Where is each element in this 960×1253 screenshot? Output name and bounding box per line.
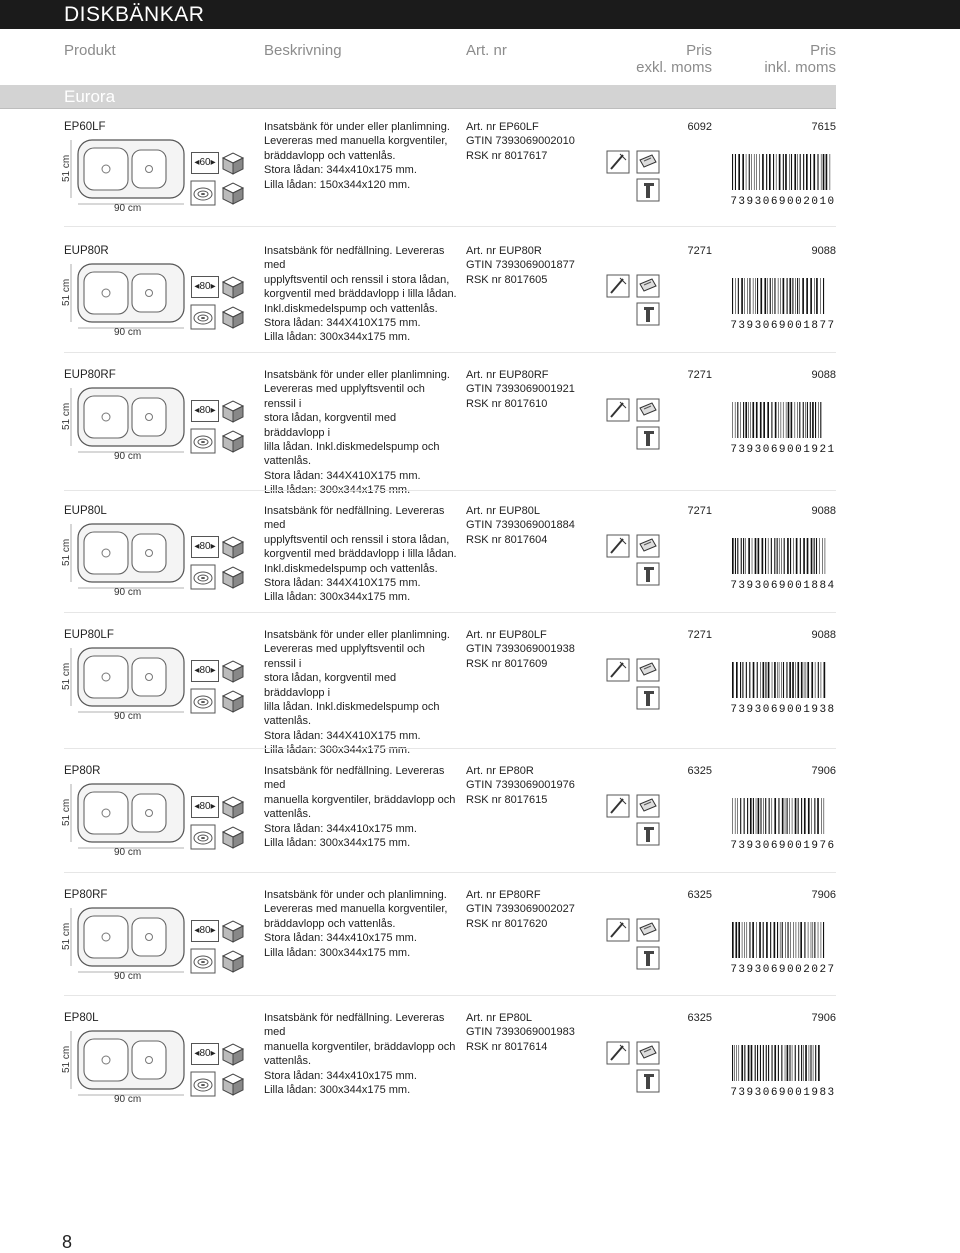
width-value: 80 bbox=[199, 281, 211, 292]
cube-icon bbox=[220, 180, 246, 206]
description-line: Insatsbänk för under och planlimning. bbox=[264, 889, 447, 901]
sink-drawing bbox=[61, 780, 188, 858]
product-description bbox=[264, 244, 459, 345]
description-line: Lilla lådan: 300x344x175 mm. bbox=[264, 946, 411, 959]
pump-icon bbox=[636, 302, 660, 326]
gtin: GTIN 7393069001938 bbox=[466, 643, 575, 656]
product-description bbox=[264, 120, 459, 192]
description-line: Lilla lådan: 300x344x175 mm. bbox=[264, 331, 411, 344]
sink-height-label: 51 cm bbox=[61, 278, 72, 306]
section-title: Eurora bbox=[64, 87, 116, 106]
gtin: GTIN 7393069002010 bbox=[466, 135, 575, 148]
cube-icon bbox=[220, 304, 246, 330]
price-incl-vat: 7906 bbox=[811, 765, 836, 777]
barcode bbox=[730, 922, 836, 974]
page-number: 8 bbox=[62, 1232, 73, 1252]
width-indicator: ◂80▸ bbox=[191, 660, 219, 682]
brush-icon bbox=[606, 918, 630, 942]
tray-icon bbox=[636, 534, 660, 558]
product-row bbox=[0, 1011, 960, 1131]
description-line: Levereras med manuella korgventiler, bbox=[264, 135, 448, 148]
cube-icon bbox=[220, 688, 246, 714]
column-header-price-excl-line2: exkl. moms bbox=[636, 59, 712, 76]
cube-icon bbox=[220, 564, 246, 590]
price-incl-vat: 9088 bbox=[811, 369, 836, 381]
column-header-product: Produkt bbox=[64, 42, 116, 59]
description-line: lilla lådan. Inkl.diskmedelspump och bbox=[264, 441, 440, 454]
barcode-number: 7393069002010 bbox=[730, 196, 836, 208]
barcode-number: 7393069001976 bbox=[730, 840, 836, 852]
pump-icon bbox=[636, 686, 660, 710]
description-line: korgventil med bräddavlopp i lilla lådan. bbox=[264, 548, 457, 561]
rsk-number: RSK nr 8017615 bbox=[466, 793, 548, 806]
description-line: stora lådan, korgventil med bräddavlopp i bbox=[264, 412, 397, 439]
product-code: EP80RF bbox=[64, 889, 108, 901]
rsk-number: RSK nr 8017620 bbox=[466, 917, 548, 930]
price-excl-vat: 6092 bbox=[687, 121, 712, 133]
gtin: GTIN 7393069001877 bbox=[466, 259, 575, 272]
product-row bbox=[0, 120, 960, 240]
tray-icon bbox=[636, 274, 660, 298]
sink-width-label: 90 cm bbox=[114, 327, 142, 338]
width-value: 80 bbox=[199, 1048, 211, 1059]
description-line: Stora lådan: 344x410x175 mm. bbox=[264, 1069, 417, 1082]
barcode bbox=[730, 1045, 836, 1097]
cube-icon bbox=[220, 428, 246, 454]
strainer-icon bbox=[190, 564, 216, 590]
description-line: Lilla lådan: 300x344x175 mm. bbox=[264, 744, 411, 757]
cube-icon bbox=[220, 948, 246, 974]
price-incl-vat: 7906 bbox=[811, 1012, 836, 1024]
sink-drawing bbox=[61, 260, 188, 338]
description-line: vattenlås. bbox=[264, 808, 312, 821]
price-excl-vat: 7271 bbox=[687, 629, 712, 641]
gtin: GTIN 7393069001884 bbox=[466, 519, 575, 532]
width-indicator: ◂80▸ bbox=[191, 536, 219, 558]
description-line: Stora lådan: 344X410X175 mm. bbox=[264, 469, 421, 482]
width-indicator: ◂80▸ bbox=[191, 796, 219, 818]
width-indicator: ◂80▸ bbox=[191, 1043, 219, 1065]
article-number: Art. nr EUP80R bbox=[466, 245, 542, 257]
cube-icon bbox=[220, 658, 246, 684]
price-excl-vat: 6325 bbox=[687, 1012, 712, 1024]
width-value: 60 bbox=[199, 157, 211, 168]
cube-icon bbox=[220, 824, 246, 850]
article-number: Art. nr EP80R bbox=[466, 765, 534, 777]
barcode-number: 7393069001983 bbox=[730, 1087, 836, 1099]
brush-icon bbox=[606, 1041, 630, 1065]
brush-icon bbox=[606, 274, 630, 298]
product-row bbox=[0, 244, 960, 364]
sink-drawing bbox=[61, 384, 188, 462]
description-line: korgventil med bräddavlopp i lilla lådan. bbox=[264, 288, 457, 301]
description-line: Inkl.diskmedelspump och vattenlås. bbox=[264, 562, 438, 575]
strainer-icon bbox=[190, 948, 216, 974]
barcode-number: 7393069001938 bbox=[730, 704, 836, 716]
product-code: EUP80L bbox=[64, 505, 107, 517]
description-line: Levereras med upplyftsventil och renssil i bbox=[264, 383, 425, 410]
sink-height-label: 51 cm bbox=[61, 1045, 72, 1073]
barcode bbox=[730, 798, 836, 850]
rsk-number: RSK nr 8017610 bbox=[466, 397, 548, 410]
description-line: Lilla lådan: 300x344x175 mm. bbox=[264, 1084, 411, 1097]
description-line: vattenlås. bbox=[264, 455, 312, 468]
row-divider bbox=[64, 872, 836, 873]
description-line: Insatsbänk för under eller planlimning. bbox=[264, 369, 450, 381]
sink-drawing bbox=[61, 1027, 188, 1105]
article-info bbox=[466, 368, 575, 411]
brush-icon bbox=[606, 398, 630, 422]
article-info bbox=[466, 244, 575, 287]
sink-height-label: 51 cm bbox=[61, 662, 72, 690]
product-description bbox=[264, 1011, 459, 1097]
article-number: Art. nr EUP80L bbox=[466, 505, 540, 517]
sink-drawing bbox=[61, 904, 188, 982]
description-line: Stora lådan: 344X410X175 mm. bbox=[264, 317, 421, 330]
description-line: Lilla lådan: 300x344x175 mm. bbox=[264, 484, 411, 497]
sink-width-label: 90 cm bbox=[114, 451, 142, 462]
price-incl-vat: 9088 bbox=[811, 245, 836, 257]
product-code: EP60LF bbox=[64, 121, 106, 133]
rsk-number: RSK nr 8017617 bbox=[466, 149, 548, 162]
row-divider bbox=[64, 490, 836, 491]
column-header-description: Beskrivning bbox=[264, 42, 342, 59]
description-line: Stora lådan: 344X410X175 mm. bbox=[264, 729, 421, 742]
width-value: 80 bbox=[199, 925, 211, 936]
barcode bbox=[730, 402, 836, 454]
description-line: Insatsbänk för nedfällning. Levereras med bbox=[264, 245, 445, 272]
description-line: upplyftsventil och renssil i stora lådan, bbox=[264, 273, 450, 286]
column-header-price-incl-line2: inkl. moms bbox=[764, 59, 836, 76]
description-line: stora lådan, korgventil med bräddavlopp i bbox=[264, 672, 397, 699]
article-number: Art. nr EUP80RF bbox=[466, 369, 549, 381]
barcode bbox=[730, 278, 836, 330]
cube-icon bbox=[220, 1071, 246, 1097]
width-value: 80 bbox=[199, 665, 211, 676]
pump-icon bbox=[636, 562, 660, 586]
product-row bbox=[0, 504, 960, 624]
description-line: Stora lådan: 344x410x175 mm. bbox=[264, 822, 417, 835]
price-incl-vat: 9088 bbox=[811, 505, 836, 517]
barcode-number: 7393069002027 bbox=[730, 964, 836, 976]
sink-height-label: 51 cm bbox=[61, 798, 72, 826]
description-line: lilla lådan. Inkl.diskmedelspump och bbox=[264, 701, 440, 714]
cube-icon bbox=[220, 534, 246, 560]
article-info bbox=[466, 764, 575, 807]
cube-icon bbox=[220, 1041, 246, 1067]
sink-width-label: 90 cm bbox=[114, 587, 142, 598]
rsk-number: RSK nr 8017605 bbox=[466, 273, 548, 286]
description-line: Stora lådan: 344x410x175 mm. bbox=[264, 164, 417, 177]
description-line: Insatsbänk för nedfällning. Levereras med bbox=[264, 505, 445, 532]
pump-icon bbox=[636, 1069, 660, 1093]
sink-width-label: 90 cm bbox=[114, 971, 142, 982]
article-info bbox=[466, 888, 575, 931]
brush-icon bbox=[606, 150, 630, 174]
tray-icon bbox=[636, 398, 660, 422]
page-title: DISKBÄNKAR bbox=[64, 3, 205, 26]
sink-width-label: 90 cm bbox=[114, 847, 142, 858]
column-header-price-excl-line1: Pris bbox=[686, 42, 712, 59]
description-line: Stora lådan: 344x410x175 mm. bbox=[264, 932, 417, 945]
cube-icon bbox=[220, 150, 246, 176]
strainer-icon bbox=[190, 180, 216, 206]
description-line: vattenlås. bbox=[264, 715, 312, 728]
sink-width-label: 90 cm bbox=[114, 203, 142, 214]
article-number: Art. nr EP80L bbox=[466, 1012, 533, 1024]
strainer-icon bbox=[190, 688, 216, 714]
description-line: Lilla lådan: 300x344x175 mm. bbox=[264, 837, 411, 850]
product-code: EUP80LF bbox=[64, 629, 114, 641]
barcode bbox=[730, 662, 836, 714]
price-incl-vat: 7906 bbox=[811, 889, 836, 901]
sink-height-label: 51 cm bbox=[61, 922, 72, 950]
description-line: Lilla lådan: 300x344x175 mm. bbox=[264, 591, 411, 604]
description-line: Stora lådan: 344X410X175 mm. bbox=[264, 577, 421, 590]
rsk-number: RSK nr 8017609 bbox=[466, 657, 548, 670]
width-value: 80 bbox=[199, 541, 211, 552]
barcode bbox=[730, 538, 836, 590]
product-row bbox=[0, 368, 960, 497]
article-number: Art. nr EP60LF bbox=[466, 121, 539, 133]
width-indicator: ◂80▸ bbox=[191, 400, 219, 422]
tray-icon bbox=[636, 1041, 660, 1065]
article-info bbox=[466, 120, 575, 163]
description-line: bräddavlopp och vattenlås. bbox=[264, 917, 396, 930]
product-description bbox=[264, 764, 459, 850]
description-line: upplyftsventil och renssil i stora lådan, bbox=[264, 533, 450, 546]
article-number: Art. nr EP80RF bbox=[466, 889, 541, 901]
description-line: Inkl.diskmedelspump och vattenlås. bbox=[264, 302, 438, 315]
product-description bbox=[264, 888, 459, 960]
product-row bbox=[0, 628, 960, 757]
cube-icon bbox=[220, 398, 246, 424]
brush-icon bbox=[606, 658, 630, 682]
price-incl-vat: 7615 bbox=[811, 121, 836, 133]
description-line: Levereras med manuella korgventiler, bbox=[264, 903, 448, 916]
description-line: Lilla lådan: 150x344x120 mm. bbox=[264, 178, 411, 191]
strainer-icon bbox=[190, 304, 216, 330]
product-description bbox=[264, 628, 459, 758]
barcode bbox=[730, 154, 836, 206]
product-description bbox=[264, 504, 459, 605]
barcode-number: 7393069001877 bbox=[730, 320, 836, 332]
article-info bbox=[466, 504, 575, 547]
cube-icon bbox=[220, 918, 246, 944]
row-divider bbox=[64, 226, 836, 227]
sink-drawing bbox=[61, 520, 188, 598]
row-divider bbox=[64, 612, 836, 613]
pump-icon bbox=[636, 822, 660, 846]
pump-icon bbox=[636, 178, 660, 202]
sink-drawing bbox=[61, 136, 188, 214]
gtin: GTIN 7393069002027 bbox=[466, 903, 575, 916]
brush-icon bbox=[606, 534, 630, 558]
description-line: Insatsbänk för nedfällning. Levereras med bbox=[264, 1012, 445, 1039]
row-divider bbox=[64, 352, 836, 353]
sink-width-label: 90 cm bbox=[114, 711, 142, 722]
column-header-price-excl bbox=[636, 42, 712, 76]
tray-icon bbox=[636, 150, 660, 174]
gtin: GTIN 7393069001921 bbox=[466, 383, 575, 396]
description-line: manuella korgventiler, bräddavlopp och bbox=[264, 1040, 456, 1053]
article-info bbox=[466, 1011, 575, 1054]
row-divider bbox=[64, 748, 836, 749]
product-code: EUP80RF bbox=[64, 369, 116, 381]
pump-icon bbox=[636, 426, 660, 450]
cube-icon bbox=[220, 274, 246, 300]
tray-icon bbox=[636, 794, 660, 818]
sink-height-label: 51 cm bbox=[61, 538, 72, 566]
width-indicator: ◂80▸ bbox=[191, 920, 219, 942]
strainer-icon bbox=[190, 1071, 216, 1097]
sink-width-label: 90 cm bbox=[114, 1094, 142, 1105]
article-number: Art. nr EUP80LF bbox=[466, 629, 547, 641]
price-excl-vat: 6325 bbox=[687, 889, 712, 901]
page-title-bar bbox=[0, 0, 960, 29]
gtin: GTIN 7393069001976 bbox=[466, 779, 575, 792]
price-excl-vat: 6325 bbox=[687, 765, 712, 777]
section-header bbox=[0, 85, 836, 109]
row-divider bbox=[64, 995, 836, 996]
description-line: Insatsbänk för nedfällning. Levereras med bbox=[264, 765, 445, 792]
column-header-price-incl-line1: Pris bbox=[810, 42, 836, 59]
barcode-number: 7393069001921 bbox=[730, 444, 836, 456]
description-line: manuella korgventiler, bräddavlopp och bbox=[264, 793, 456, 806]
strainer-icon bbox=[190, 824, 216, 850]
pump-icon bbox=[636, 946, 660, 970]
price-incl-vat: 9088 bbox=[811, 629, 836, 641]
width-value: 80 bbox=[199, 801, 211, 812]
brush-icon bbox=[606, 794, 630, 818]
product-code: EP80R bbox=[64, 765, 101, 777]
product-code: EUP80R bbox=[64, 245, 109, 257]
description-line: vattenlås. bbox=[264, 1055, 312, 1068]
gtin: GTIN 7393069001983 bbox=[466, 1026, 575, 1039]
sink-height-label: 51 cm bbox=[61, 402, 72, 430]
rsk-number: RSK nr 8017614 bbox=[466, 1040, 548, 1053]
description-line: Levereras med upplyftsventil och renssil i bbox=[264, 643, 425, 670]
product-code: EP80L bbox=[64, 1012, 99, 1024]
column-header-price-incl bbox=[764, 42, 836, 76]
product-description bbox=[264, 368, 459, 498]
column-header-art-nr: Art. nr bbox=[466, 42, 507, 59]
product-row bbox=[0, 888, 960, 1008]
article-info bbox=[466, 628, 575, 671]
tray-icon bbox=[636, 918, 660, 942]
price-excl-vat: 7271 bbox=[687, 505, 712, 517]
description-line: bräddavlopp och vattenlås. bbox=[264, 149, 396, 162]
description-line: Insatsbänk för under eller planlimning. bbox=[264, 629, 450, 641]
tray-icon bbox=[636, 658, 660, 682]
price-excl-vat: 7271 bbox=[687, 369, 712, 381]
width-indicator: ◂60▸ bbox=[191, 152, 219, 174]
product-row bbox=[0, 764, 960, 884]
sink-drawing bbox=[61, 644, 188, 722]
price-excl-vat: 7271 bbox=[687, 245, 712, 257]
rsk-number: RSK nr 8017604 bbox=[466, 533, 548, 546]
cube-icon bbox=[220, 794, 246, 820]
barcode-number: 7393069001884 bbox=[730, 580, 836, 592]
strainer-icon bbox=[190, 428, 216, 454]
width-value: 80 bbox=[199, 405, 211, 416]
sink-height-label: 51 cm bbox=[61, 154, 72, 182]
description-line: Insatsbänk för under eller planlimning. bbox=[264, 121, 450, 133]
width-indicator: ◂80▸ bbox=[191, 276, 219, 298]
